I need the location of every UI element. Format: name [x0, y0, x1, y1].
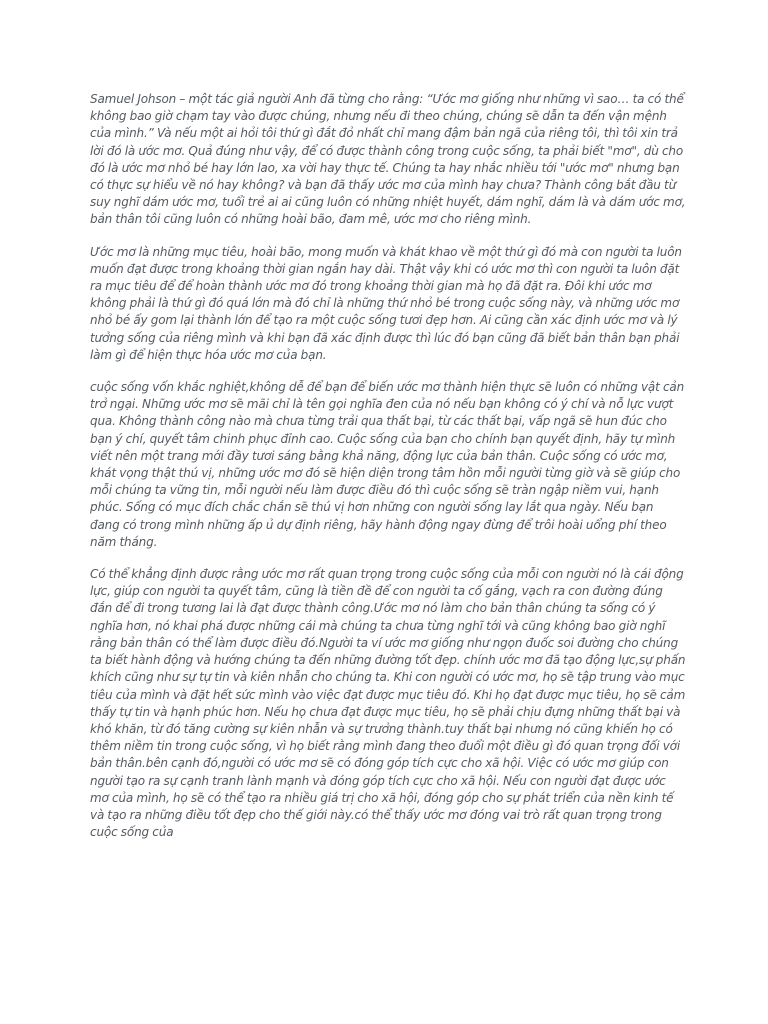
document-body: [90, 91, 686, 858]
paragraph-2: Ước mơ là những mục tiêu, hoài bão, mong muốn và khát khao về một thứ gì đó mà con người ta luôn muốn đạt được trong khoảng thời gian ngắn hay dài. Thật vậy khi có ước mơ thì con người ta luôn đặt ra mục tiêu để để hoàn thành ước mơ đó trong khoảng thời gian mà họ đã đặt ra. Đôi khi ước mơ không phải là thứ gì đó quá lớn mà đó chỉ là những thứ nhỏ bé trong cuộc sống này, và những ước mơ nhỏ bé ấy gom lại thành lớn để tạo ra một cuộc sống tươi đẹp hơn. Ai cũng cần xác định ước mơ và lý tưởng sống của riêng mình và khi bạn đã xác định được thì lúc đó bạn cũng đã biết bản thân bạn phải làm gì để hiện thực hóa ước mơ của bạn.: [90, 244, 682, 362]
paragraph-4: Có thể khẳng định được rằng ước mơ rất quan trọng trong cuộc sống của mỗi con người nó là cái động lực, giúp con người ta quyết tâm, cũng là tiền đề để con người ta cố gắng, vạch ra con đường đúng đắn để đi trong tương lai là đạt được thành công.Ước mơ nó làm cho bản thân chúng ta sống có ý nghĩa hơn, nó khai phá được những cái mà chúng ta chưa từng nghĩ tới và cũng không bao giờ nghĩ rằng bản thân có thể làm được điều đó.Người ta ví ước mơ giống như ngọn đuốc soi đường cho chúng ta biết hành động và hướng chúng ta đến những đường tốt đẹp. chính ước mơ đã tạo động lực,sự phấn khích cũng như sự tự tin và kiên nhẫn cho chúng ta. Khi con người có ước mơ, họ sẽ tập trung vào mục tiêu của mình và đặt hết sức mình vào việc đạt được mục tiêu đó. Khi họ đạt được mục tiêu, họ sẽ cảm thấy tự tin và hạnh phúc hơn. Nếu họ chưa đạt được mục tiêu, họ sẽ phải chịu đựng những thất bại và khó khăn, từ đó tăng cường sự kiên nhẫn và sự trưởng thành.tuy thất bại nhưng nó cũng khiến họ có thêm niềm tin trong cuộc sống, vì họ biết rằng mình đang theo đuổi một điều gì đó quan trọng đối với bản thân.bên cạnh đó,người có ước mơ sẽ có đóng góp tích cực cho xã hội. Việc có ước mơ giúp con người tạo ra sự cạnh tranh lành mạnh và đóng góp tích cực cho xã hội. Nếu con người đạt được ước mơ của mình, họ sẽ có thể tạo ra nhiều giá trị cho xã hội, đóng góp cho sự phát triển của nền kinh tế và tạo ra những điều tốt đẹp cho thế giới này.có thể thấy ước mơ đóng vai trò rất quan trọng trong cuộc sống của: [90, 567, 686, 840]
paragraph-1: Samuel Johson – một tác giả người Anh đã từng cho rằng: “Ước mơ giống như những vì sao… ta có thể không bao giờ chạm tay vào được chúng, nhưng nếu đi theo chúng, chúng sẽ dẫn ta đến vận mệnh của mình.” Và nếu một ai hỏi tôi thứ gì đắt đỏ nhất chỉ mang đậm bản ngã của riêng tôi, thì tôi xin trả lời đó là ước mơ. Quả đúng như vậy, để có được thành công trong cuộc sống, ta phải biết "mơ", dù cho đó là ước mơ nhỏ bé hay lớn lao, xa vời hay thực tế. Chúng ta hay nhắc nhiều tới "ước mơ" nhưng bạn có thực sự hiểu về nó hay không? và bạn đã thấy ước mơ của mình hay chưa? Thành công bắt đầu từ suy nghĩ dám ước mơ, tuổi trẻ ai ai cũng luôn có những nhiệt huyết, dám nghĩ, dám là và dám ước mơ, bản thân tôi cũng luôn có những hoài bão, đam mê, ước mơ cho riêng mình.: [90, 92, 686, 227]
paragraph-3: cuộc sống vốn khắc nghiệt,không dễ để bạn để biến ước mơ thành hiện thực sẽ luôn có những vật cản trở ngại. Những ước mơ sẽ mãi chỉ là tên gọi nghĩa đen của nó nếu bạn không có ý chí và nỗ lực vượt qua. Không thành công nào mà chưa từng trải qua thất bại, từ các thất bại, vấp ngã sẽ hun đúc cho bạn ý chí, quyết tâm chinh phục đỉnh cao. Cuộc sống của bạn cho chính bạn quyết định, hãy tự mình viết nên một trang mới đầy tươi sáng bằng khả năng, động lực của bản thân. Cuộc sống có ước mơ, khát vọng thật thú vị, những ước mơ đó sẽ hiện diện trong tâm hồn mỗi người từng giờ và sẽ giúp cho mỗi chúng ta vững tin, mỗi người nếu làm được điều đó thì cuộc sống sẽ tràn ngập niềm vui, hạnh phúc. Sống có mục đích chắc chắn sẽ thú vị hơn những con người sống lay lắt qua ngày. Nếu bạn đang có trong mình những ấp ủ dự định riêng, hãy hành động ngay đừng để trôi hoài uổng phí theo năm tháng.: [90, 380, 685, 549]
